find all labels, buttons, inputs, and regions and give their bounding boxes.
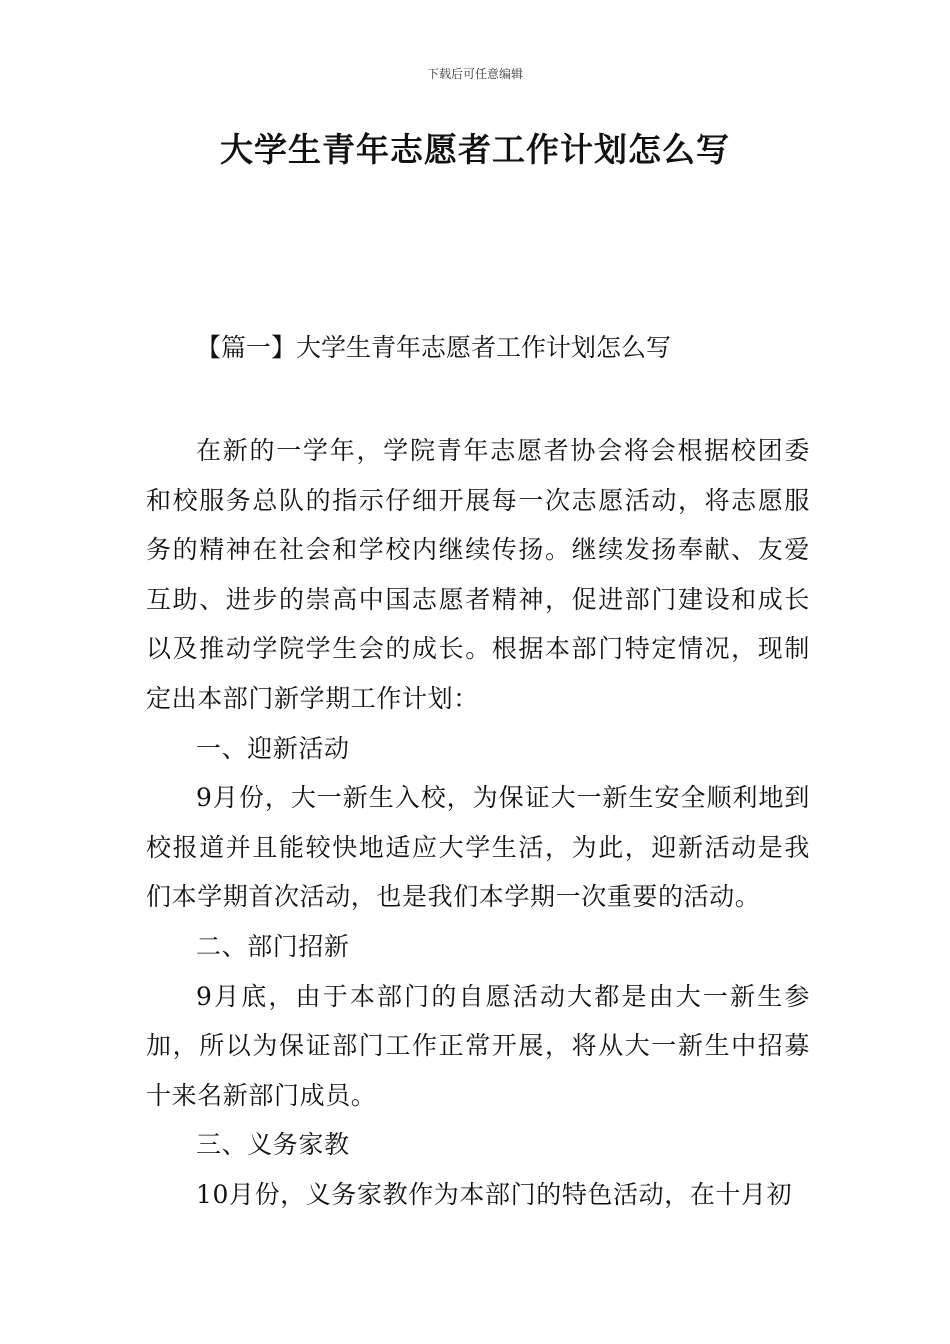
item-paragraph-recruitment: 9月底，由于本部门的自愿活动大都是由大一新生参加，所以为保证部门工作正常开展，将从大一新生中招募十来名新部门成员。 — [146, 981, 810, 1110]
item-heading-welcome: 一、迎新活动 — [196, 733, 350, 763]
page-title: 大学生青年志愿者工作计划怎么写 — [220, 130, 730, 169]
item-paragraph-welcome: 9月份，大一新生入校，为保证大一新生安全顺利地到校报道并且能较快地适应大学生活，为此，迎新活动是我们本学期首次活动，也是我们本学期一次重要的活动。 — [146, 783, 810, 912]
section-heading: 【篇一】大学生青年志愿者工作计划怎么写 — [196, 333, 672, 362]
intro-paragraph: 在新的一学年，学院青年志愿者协会将会根据校团委和校服务总队的指示仔细开展每一次志愿活动，将志愿服务的精神在社会和学校内继续传扬。继续发扬奉献、友爱互助、进步的崇高中国志愿者精神，促进部门建设和成长以及推动学院学生会的成长。根据本部门特定情况，现制定出本部门新学期工作计划： — [146, 436, 810, 713]
item-heading-tutoring: 三、义务家教 — [196, 1130, 350, 1160]
item-heading-recruitment: 二、部门招新 — [196, 931, 350, 961]
item-paragraph-tutoring: 10月份，义务家教作为本部门的特色活动，在十月初 — [196, 1179, 793, 1209]
body-text — [146, 426, 810, 1220]
header-note: 下载后可任意编辑 — [426, 67, 523, 81]
